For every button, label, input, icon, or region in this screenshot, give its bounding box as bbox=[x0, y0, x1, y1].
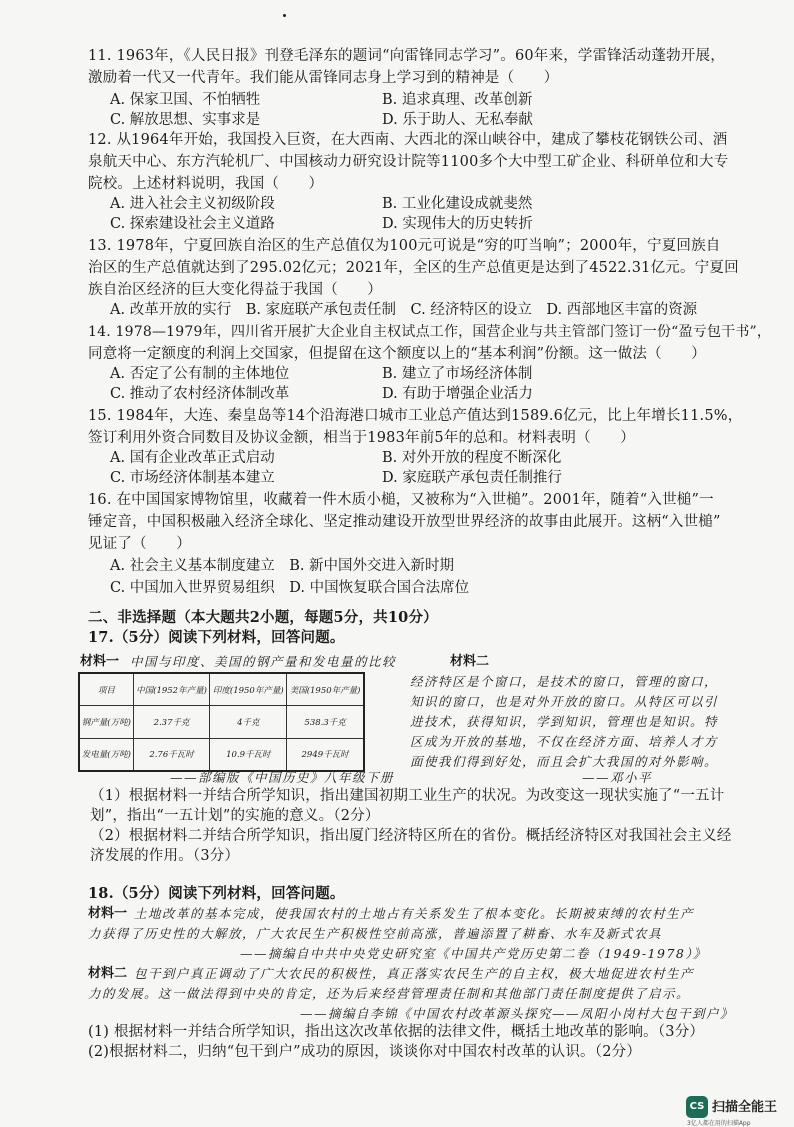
table-cell: 10.9千瓦时 bbox=[210, 738, 287, 771]
q18-material2-line2: 力的发展。这一做法得到中央的肯定，还为后来经营管理责任制和其他部门责任制度提供了启示。 bbox=[88, 986, 691, 1001]
q12-stem-line1: 12. 从1964年开始，我国投入巨资，在大西南、大西北的深山峡谷中，建成了攀枝花钢铁公司、酒 bbox=[88, 132, 728, 148]
q16-stem-line2: 锤定音，中国积极融入经济全球化、坚定推动建设开放型世界经济的故事由此展开。这柄“入世槌” bbox=[88, 514, 721, 530]
section-2-heading: 二、非选择题（本大题共2小题，每题5分，共10分） bbox=[88, 609, 438, 626]
table-cell: 发电量(万吨) bbox=[79, 738, 133, 771]
q17-material1-title: 中国与印度、美国的钢产量和发电量的比较 bbox=[130, 654, 397, 669]
q18-material1-label: 材料一 bbox=[88, 906, 128, 921]
q12-option-a: A. 进入社会主义初级阶段 bbox=[110, 196, 275, 212]
q18-material1-source: ——摘编自中共中央党史研究室《中国共产党历史第二卷（1949-1978）》 bbox=[240, 946, 708, 961]
q13-stem-line2: 治区的生产总值就达到了295.02亿元；2021年，全区的生产总值更是达到了4522.31亿元。宁夏回 bbox=[88, 260, 739, 276]
camscanner-logo-icon: CS bbox=[686, 1096, 708, 1118]
q11-option-b: B. 追求真理、改革创新 bbox=[382, 92, 533, 108]
q11-option-d: D. 乐于助人、无私奉献 bbox=[382, 112, 533, 128]
q13-options: A. 改革开放的实行 B. 家庭联产承包责任制 C. 经济特区的设立 D. 西部地区丰富的资源 bbox=[110, 302, 698, 318]
q18-heading: 18.（5分）阅读下列材料，回答问题。 bbox=[88, 885, 345, 902]
q16-options-ab: A. 社会主义基本制度建立 B. 新中国外交进入新时期 bbox=[110, 558, 455, 574]
q15-stem-line1: 15. 1984年，大连、秦皇岛等14个沿海港口城市工业总产值达到1589.6亿元，比上年增长11.5%， bbox=[88, 408, 743, 424]
q15-option-b: B. 对外开放的程度不断深化 bbox=[382, 450, 562, 466]
q17-material2-line4: 区成为开放的基地，不仅在经济方面、培养人才方 bbox=[410, 734, 719, 749]
q17-material2-line5: 面使我们得到好处，而且会扩大我国的对外影响。 bbox=[410, 754, 719, 769]
q16-options-cd: C. 中国加入世界贸易组织 D. 中国恢复联合国合法席位 bbox=[110, 580, 470, 596]
q12-stem-line2: 泉航天中心、东方汽轮机厂、中国核动力研究设计院等1100多个大中型工矿企业、科研单位和大专 bbox=[88, 154, 729, 170]
q15-option-d: D. 家庭联产承包责任制推行 bbox=[382, 470, 562, 486]
q14-option-d: D. 有助于增强企业活力 bbox=[382, 386, 533, 402]
camscanner-tagline: 3亿人都在用的扫描App bbox=[687, 1120, 751, 1127]
q17-material2-line3: 进技术，获得知识，学到知识，管理也是知识。特 bbox=[410, 714, 719, 729]
q11-stem-line2: 激励着一代又一代青年。我们能从雷锋同志身上学习到的精神是（ ） bbox=[88, 70, 559, 86]
q16-stem-line3: 见证了（ ） bbox=[88, 536, 191, 552]
table-cell: 2.76千瓦时 bbox=[133, 738, 210, 771]
q12-option-d: D. 实现伟大的历史转折 bbox=[382, 216, 533, 232]
q15-option-c: C. 市场经济体制基本建立 bbox=[110, 470, 275, 486]
q18-sub2: (2)根据材料二，归纳“包干到户”成功的原因，谈谈你对中国农村改革的认识。（2分） bbox=[88, 1044, 642, 1060]
q11-option-a: A. 保家卫国、不怕牺牲 bbox=[110, 92, 261, 108]
table-row bbox=[79, 706, 364, 738]
table-cell: 2.37千克 bbox=[133, 706, 210, 738]
q17-material2-source: ——邓小平 bbox=[582, 770, 653, 785]
q17-material2-line1: 经济特区是个窗口，是技术的窗口，管理的窗口， bbox=[410, 674, 719, 689]
table-cell: 538.3千克 bbox=[287, 706, 364, 738]
q18-material2-line1: 包干到户真正调动了广大农民的积极性，真正落实农民生产的自主权，极大地促进农村生产 bbox=[134, 966, 695, 981]
q17-material1-label: 材料一 bbox=[80, 654, 120, 669]
q15-stem-line2: 签订利用外资合同数目及协议金额，相当于1983年前5年的总和。材料表明（ ） bbox=[88, 430, 635, 446]
q17-comparison-table bbox=[78, 672, 365, 772]
q17-material2-line2: 知识的窗口，也是对外开放的窗口。从特区可以引 bbox=[410, 694, 719, 709]
q18-material2-source: ——摘编自李锦《中国农村改革源头探究——凤阳小岗村大包干到户》 bbox=[300, 1006, 735, 1021]
q18-material1-line1: 土地改革的基本完成，使我国农村的土地占有关系发生了根本变化。长期被束缚的农村生产 bbox=[134, 906, 695, 921]
table-cell: 4千克 bbox=[210, 706, 287, 738]
table-header-cell: 中国(1952年产量) bbox=[133, 673, 210, 706]
q18-sub1: (1) 根据材料一并结合所学知识，指出这次改革依据的法律文件，概括土地改革的影响。（3分） bbox=[88, 1024, 705, 1040]
q11-option-c: C. 解放思想、实事求是 bbox=[110, 112, 261, 128]
q11-stem-line1: 11. 1963年，《人民日报》刊登毛泽东的题词“向雷锋同志学习”。60年来，学雷锋活动蓬勃开展， bbox=[88, 48, 725, 64]
q17-material1-source: ——部编版《中国历史》八年级下册 bbox=[170, 770, 395, 785]
q17-sub2-line2: 济发展的作用。（3分） bbox=[90, 848, 240, 864]
table-cell: 钢产量(万吨) bbox=[79, 706, 133, 738]
q17-sub1-line2: 划”，指出“一五计划”的实施的意义。（2分） bbox=[90, 808, 380, 824]
camscanner-title: 扫描全能王 bbox=[712, 1100, 778, 1115]
q12-option-c: C. 探索建设社会主义道路 bbox=[110, 216, 275, 232]
q16-stem-line1: 16. 在中国国家博物馆里，收藏着一件木质小槌，又被称为“入世槌”。2001年，随着“入世槌”一 bbox=[88, 492, 714, 508]
q17-material2-label: 材料二 bbox=[450, 654, 490, 669]
q17-sub1-line1: （1）根据材料一并结合所学知识，指出建国初期工业生产的状况。为改变这一现状实施了“一五计 bbox=[90, 788, 725, 804]
q13-stem-line3: 族自治区经济的巨大变化得益于我国（ ） bbox=[88, 282, 382, 298]
q12-option-b: B. 工业化建设成就斐然 bbox=[382, 196, 533, 212]
scan-speck bbox=[283, 14, 286, 17]
table-header-cell: 印度(1950年产量) bbox=[210, 673, 287, 706]
q15-option-a: A. 国有企业改革正式启动 bbox=[110, 450, 275, 466]
table-header-cell: 项目 bbox=[79, 673, 133, 706]
q12-stem-line3: 院校。上述材料说明，我国（ ） bbox=[88, 176, 324, 192]
q14-option-a: A. 否定了公有制的主体地位 bbox=[110, 366, 290, 382]
table-row bbox=[79, 738, 364, 771]
q14-stem-line2: 同意将一定额度的利润上交国家，但提留在这个额度以上的“基本利润”份额。这一做法（ ） bbox=[88, 346, 706, 362]
q14-option-b: B. 建立了市场经济体制 bbox=[382, 366, 533, 382]
q17-heading: 17.（5分）阅读下列材料，回答问题。 bbox=[88, 629, 345, 646]
table-cell: 2949千瓦时 bbox=[287, 738, 364, 771]
table-header-cell: 美国(1950年产量) bbox=[287, 673, 364, 706]
q13-stem-line1: 13. 1978年，宁夏回族自治区的生产总值仅为100元可说是“穷的叮当响”；2000年，宁夏回族自 bbox=[88, 238, 721, 254]
q14-stem-line1: 14. 1978—1979年，四川省开展扩大企业自主权试点工作，国营企业与共主管部门签订一份“盈亏包干书”， bbox=[88, 324, 772, 340]
q17-sub2-line1: （2）根据材料二并结合所学知识，指出厦门经济特区所在的省份。概括经济特区对我国社会主义经 bbox=[90, 828, 732, 844]
q18-material1-line2: 力获得了历史性的大解放，广大农民生产积极性空前高涨，普遍添置了耕畜、水车及新式农具 bbox=[88, 926, 663, 941]
q18-material2-label: 材料二 bbox=[88, 966, 128, 981]
q14-option-c: C. 推动了农村经济体制改革 bbox=[110, 386, 290, 402]
table-header-row bbox=[79, 673, 364, 706]
